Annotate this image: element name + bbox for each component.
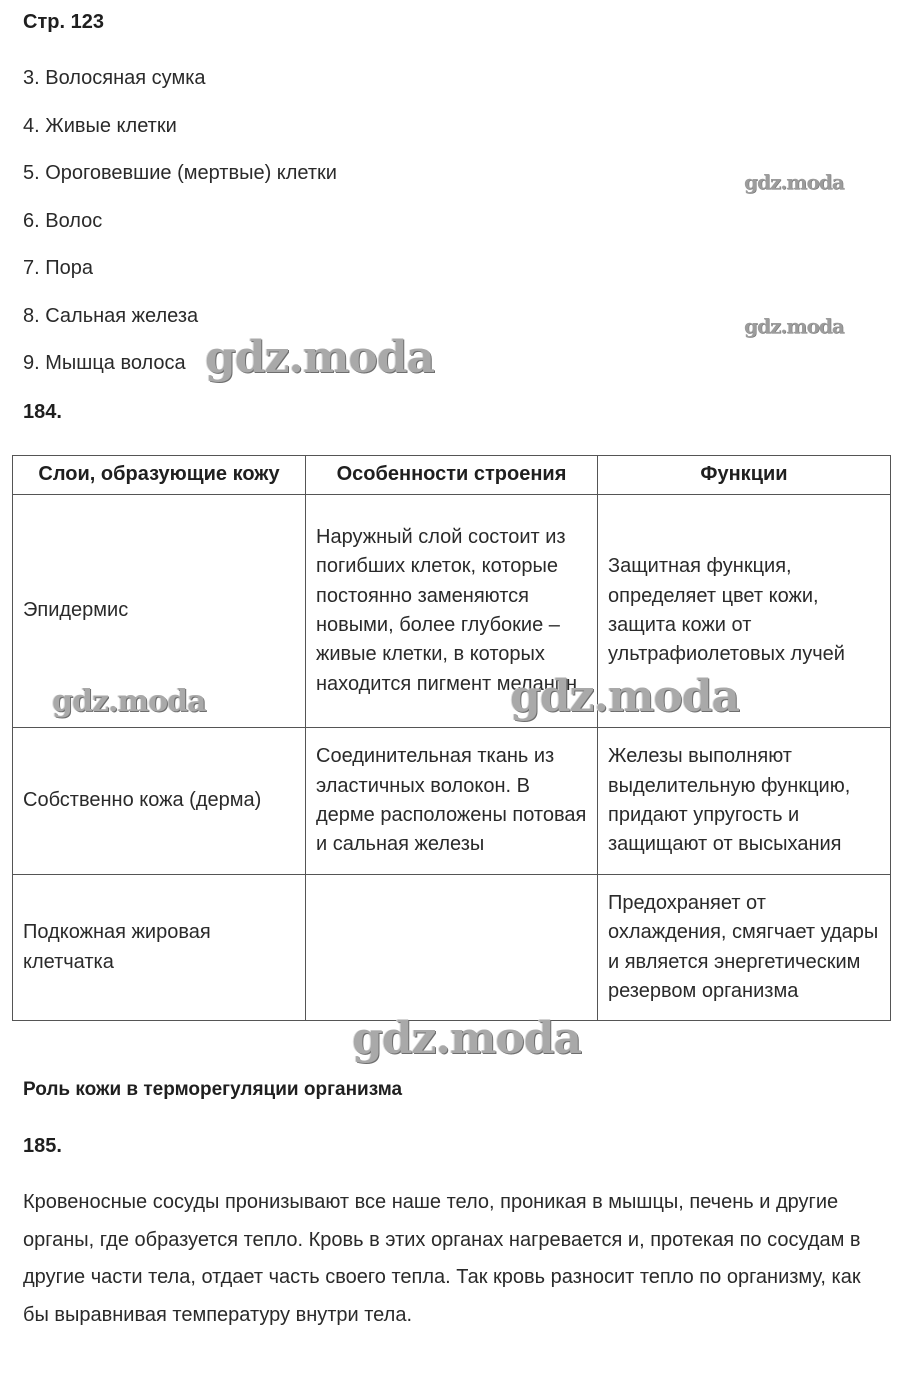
list-item: 8. Сальная железа bbox=[23, 305, 199, 327]
task-number-184: 184. bbox=[23, 401, 62, 423]
skin-layers-table bbox=[12, 455, 891, 1021]
list-item: 3. Волосяная сумка bbox=[23, 67, 206, 89]
list-item: 7. Пора bbox=[23, 257, 93, 279]
list-item: 6. Волос bbox=[23, 210, 103, 232]
watermark: gdz.moda bbox=[352, 1013, 582, 1064]
list-item: 9. Мышца волоса bbox=[23, 352, 186, 374]
table-row bbox=[13, 728, 891, 875]
cell-layer: Собственно кожа (дерма) bbox=[13, 728, 306, 875]
watermark: gdz.moda bbox=[744, 170, 844, 194]
body-paragraph: Кровеносные сосуды пронизывают все наше тело, проникая в мышцы, печень и другие органы, где образуется тепло. Кровь в этих органах нагревается и, протекая по сосудам в другие части тела, отдает часть своего тепла. Так кровь разносит тепло по организму, как бы выравнивая температуру внутри тела. bbox=[23, 1191, 861, 1326]
cell-layer: Подкожная жировая клетчатка bbox=[13, 875, 306, 1021]
table-row bbox=[13, 495, 891, 728]
header-layers: Слои, образующие кожу bbox=[13, 456, 306, 495]
watermark: gdz.moda bbox=[52, 684, 206, 719]
watermark: gdz.moda bbox=[205, 332, 435, 383]
watermark: gdz.moda bbox=[510, 671, 740, 722]
cell-structure bbox=[306, 875, 598, 1021]
list-item: 5. Ороговевшие (мертвые) клетки bbox=[23, 162, 337, 184]
cell-function: Защитная функция, определяет цвет кожи, защита кожи от ультрафиолетовых лучей bbox=[598, 495, 891, 728]
list-item: 4. Живые клетки bbox=[23, 115, 177, 137]
table-header-row bbox=[13, 456, 891, 495]
cell-function: Железы выполняют выделительную функцию, придают упругость и защищают от высыхания bbox=[598, 728, 891, 875]
header-functions: Функции bbox=[598, 456, 891, 495]
cell-layer: Эпидермис bbox=[13, 495, 306, 728]
watermark: gdz.moda bbox=[744, 314, 844, 338]
page-label: Стр. 123 bbox=[23, 11, 104, 33]
task-number-185: 185. bbox=[23, 1135, 62, 1157]
section-title: Роль кожи в терморегуляции организма bbox=[23, 1079, 403, 1100]
table-row bbox=[13, 875, 891, 1021]
header-structure: Особенности строения bbox=[306, 456, 598, 495]
cell-structure: Соединительная ткань из эластичных волокон. В дерме расположены потовая и сальная железы bbox=[306, 728, 598, 875]
cell-function: Предохраняет от охлаждения, смягчает удары и является энергетическим резервом организма bbox=[598, 875, 891, 1021]
cell-structure: Наружный слой состоит из погибших клеток, которые постоянно заменяются новыми, более глубокие – живые клетки, в которых находится пигмент меланин bbox=[306, 495, 598, 728]
